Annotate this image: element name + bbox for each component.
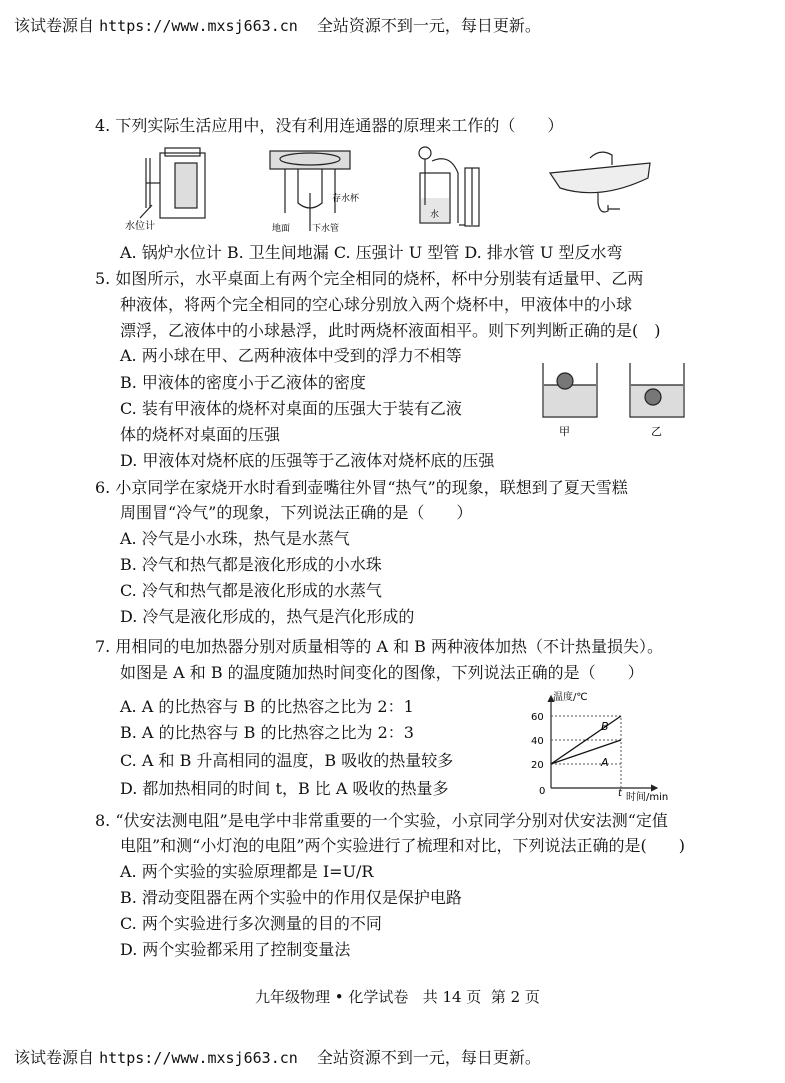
boiler-figure [140,148,205,218]
q7-series-line-A [551,740,621,764]
q8-line-2: 电阻”和测“小灯泡的电阻”两个实验进行了梳理和对比，下列说法正确的是( ) [120,836,686,855]
q7-line-1: 7. 用相同的电加热器分别对质量相等的 A 和 B 两种液体加热（不计热量损失）。 [95,637,664,656]
pipe-label: 下水管 [312,224,340,234]
q5-line-3: 漂浮，乙液体中的小球悬浮，此时两烧杯液面相平。则下列判断正确的是( ) [120,321,661,340]
q5-option-b: B. 甲液体的密度小于乙液体的密度 [120,373,366,392]
q7-plot-marks [531,712,621,788]
level-gauge-label: 水位计 [125,221,155,232]
q7-series-label-A: A [601,756,609,769]
q7-y-tick-label: 60 [531,712,544,723]
header-prefix: 该试卷源自 [14,16,95,35]
q4-stem: 4. 下列实际生活应用中，没有利用连通器的原理来工作的（ ） [95,116,564,135]
q6-line-1: 6. 小京同学在家烧开水时看到壶嘴往外冒“热气”的现象，联想到了夏天雪糕 [95,478,628,497]
footer-suffix: 全站资源不到一元，每日更新。 [316,1048,541,1067]
q8-option-d: D. 两个实验都采用了控制变量法 [120,940,351,959]
q5-option-a: A. 两小球在甲、乙两种液体中受到的浮力不相等 [120,346,462,365]
site-footer [14,1048,541,1068]
water-label: 水 [430,210,440,220]
q4-figures [120,143,660,239]
q4-figure-svg [120,143,660,235]
floor-label: 地面 [272,224,291,234]
site-header [14,16,541,36]
q7-y-tick-label: 20 [531,760,544,771]
q5-option-c: C. 装有甲液体的烧杯对桌面的压强大于装有乙液 [120,399,462,418]
q6-option-a: A. 冷气是小水珠，热气是水蒸气 [120,529,350,548]
cup-label: 存水杯 [332,194,360,204]
header-url[interactable]: https://www.mxsj663.cn [99,17,298,35]
q7-option-d: D. 都加热相同的时间 t，B 比 A 吸收的热量多 [120,779,449,798]
q5-beakers-figure [535,355,685,449]
q7-y-tick-label: 40 [531,736,544,747]
q7-option-a: A. A 的比热容与 B 的比热容之比为 2：1 [120,697,414,716]
q6-option-d: D. 冷气是液化形成的，热气是汽化形成的 [120,607,415,626]
beaker-left-label: 甲 [559,425,570,438]
q7-t-label: t [618,788,622,799]
q7-series-label-B: B [601,720,609,733]
header-suffix: 全站资源不到一元，每日更新。 [316,16,541,35]
footer-prefix: 该试卷源自 [14,1048,95,1067]
q5-line-1: 5. 如图所示，水平桌面上有两个完全相同的烧杯，杯中分别装有适量甲、乙两 [95,269,644,288]
drain-figure [270,151,350,231]
q8-option-b: B. 滑动变阻器在两个实验中的作用仅是保护电路 [120,888,462,907]
footer-url[interactable]: https://www.mxsj663.cn [99,1049,298,1067]
q8-option-a: A. 两个实验的实验原理都是 I=U/R [120,862,374,881]
q7-graph [525,688,695,810]
pressure-gauge-figure [419,147,479,226]
q7-ylabel: 温度/℃ [553,692,588,703]
q4-options: A. 锅炉水位计 B. 卫生间地漏 C. 压强计 U 型管 D. 排水管 U 型反水弯 [120,243,623,262]
q6-option-c: C. 冷气和热气都是液化形成的水蒸气 [120,581,382,600]
q5-option-d: D. 甲液体对烧杯底的压强等于乙液体对烧杯底的压强 [120,451,495,470]
q6-line-2: 周围冒“冷气”的现象，下列说法正确的是（ ） [120,503,473,522]
page-number-footer: 九年级物理 • 化学试卷 共 14 页 第 2 页 [255,988,540,1006]
q8-line-1: 8. “伏安法测电阻”是电学中非常重要的一个实验，小京同学分别对伏安法测“定值 [95,811,668,830]
q7-series-line-B [551,716,621,764]
q5-line-2: 种液体，将两个完全相同的空心球分别放入两个烧杯中，甲液体中的小球 [120,295,633,314]
sink-figure [550,152,650,212]
beaker-right-label: 乙 [651,425,662,438]
q8-option-c: C. 两个实验进行多次测量的目的不同 [120,914,382,933]
q7-option-c: C. A 和 B 升高相同的温度，B 吸收的热量较多 [120,751,454,770]
q5-option-c-cont: 体的烧杯对桌面的压强 [120,425,281,444]
q6-option-b: B. 冷气和热气都是液化形成的小水珠 [120,555,382,574]
q7-line-2: 如图是 A 和 B 的温度随加热时间变化的图像，下列说法正确的是（ ） [120,663,644,682]
q7-option-b: B. A 的比热容与 B 的比热容之比为 2：3 [120,723,414,742]
q7-xlabel: 时间/min [626,792,669,803]
q7-origin: 0 [539,786,546,797]
